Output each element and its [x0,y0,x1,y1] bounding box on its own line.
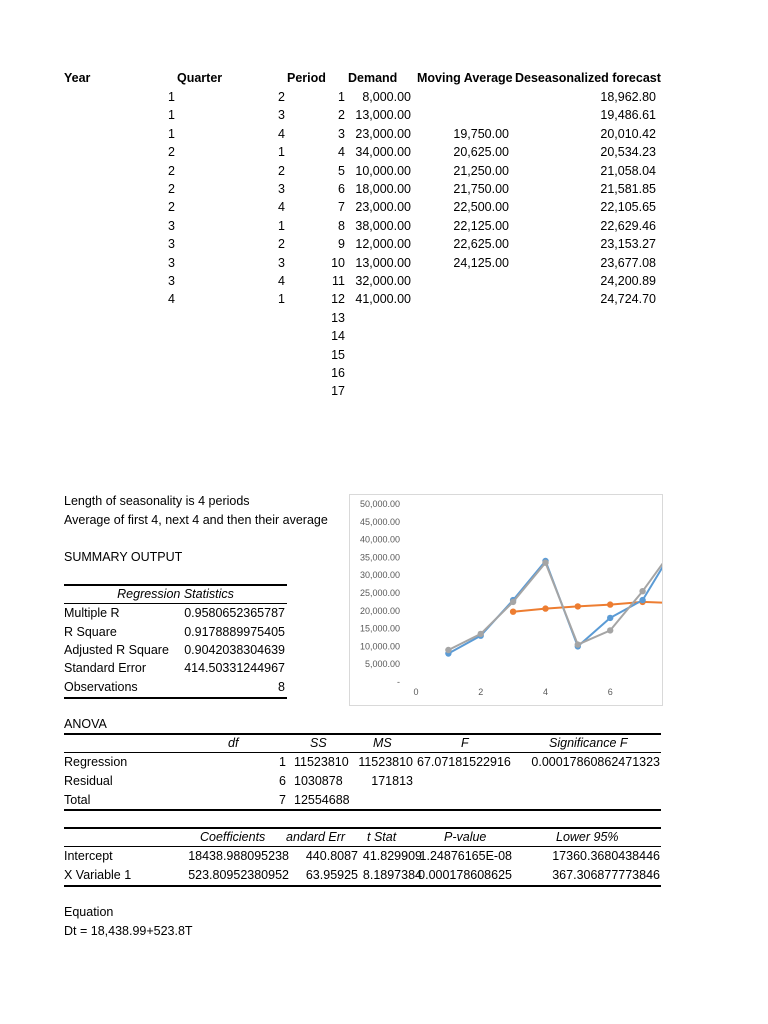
anova-ss: 11523810 [294,755,349,769]
cell-demand [340,364,411,382]
cell-year [140,346,175,364]
cell-period: 6 [338,182,345,196]
y-tick-label: 25,000.00 [359,588,400,598]
cell-quarter [250,327,285,345]
coef-header-coefficients: Coefficients [200,830,266,844]
stat-value: 414.50331244967 [184,661,285,675]
cell-quarter: 1 [278,218,285,233]
stat-label: Multiple R [64,606,120,620]
anova-row-label: Total [64,793,91,807]
anova-header-df: df [228,736,239,750]
cell-year [140,382,175,400]
anova-header-significance-f: Significance F [549,736,628,750]
cell-deseasonalized-forecast [540,346,656,364]
cell-moving-average [420,290,509,308]
cell-quarter: 1 [278,292,285,307]
cell-moving-average: 22,625.00 [453,237,509,252]
cell-deseasonalized-forecast [540,327,656,345]
anova-title: ANOVA [64,717,107,731]
cell-year: 2 [168,163,175,178]
regression-statistics-title: Regression Statistics [117,587,234,601]
cell-demand: 41,000.00 [355,292,411,307]
coef-header-standard-error: andard Err [286,830,346,844]
cell-quarter [250,346,285,364]
cell-moving-average [420,327,509,345]
cell-demand: 18,000.00 [355,182,411,196]
coef-header-lower-95: Lower 95% [556,830,619,844]
x-tick-label: 4 [542,687,548,697]
cell-year: 1 [168,90,175,104]
y-tick-label: 10,000.00 [359,641,400,652]
coef-p-value: 1.24876165E-08 [419,849,512,863]
header-period: Period [287,71,326,85]
cell-demand: 34,000.00 [355,145,411,160]
equation-label: Equation [64,905,114,919]
cell-moving-average: 22,125.00 [453,218,509,233]
series-point [575,603,581,609]
cell-quarter [250,309,285,327]
note-seasonality: Length of seasonality is 4 periods [64,494,250,508]
y-tick-label: 5,000.00 [364,659,400,670]
cell-period: 16 [331,366,345,380]
anova-header-ss: SS [310,736,327,750]
cell-year [140,364,175,382]
series-point [542,605,548,611]
series-point [607,627,613,633]
coef-row-label: Intercept [64,849,113,863]
coef-t-stat: 41.829909 [362,849,422,863]
cell-quarter [250,364,285,382]
cell-moving-average [420,106,509,124]
y-tick-label: - [397,677,400,687]
cell-quarter: 4 [278,274,285,288]
anova-significance-f: 0.00017860862471323 [531,755,660,769]
coef-standard-error: 63.95925 [305,868,358,882]
header-year: Year [64,71,91,85]
rule [64,584,287,586]
cell-deseasonalized-forecast [540,309,656,327]
series-point [575,641,581,647]
rule [64,697,287,699]
coef-value: 18438.988095238 [188,849,289,863]
cell-year: 1 [168,108,175,123]
cell-year: 2 [168,182,175,196]
cell-demand [340,327,411,345]
y-tick-label: 20,000.00 [359,605,400,616]
cell-year: 3 [168,218,175,233]
cell-quarter: 1 [278,145,285,160]
anova-df: 1 [279,755,286,769]
cell-period: 5 [338,163,345,178]
cell-moving-average [420,364,509,382]
coef-t-stat: 8.1897384 [362,868,422,882]
cell-moving-average [420,382,509,400]
x-tick-label: 2 [478,687,484,697]
coef-header-p-value: P-value [444,830,487,844]
cell-period: 15 [331,347,345,362]
cell-quarter [250,382,285,400]
series-point [607,601,613,607]
anova-f: 67.07181522916 [417,755,511,769]
y-tick-label: 40,000.00 [359,534,400,545]
cell-quarter: 4 [278,126,285,141]
anova-header-f: F [461,736,469,750]
cell-deseasonalized-forecast: 18,962.80 [600,90,656,104]
cell-moving-average: 19,750.00 [453,126,509,141]
stat-value: 0.9178889975405 [184,625,285,639]
cell-period: 8 [338,218,345,233]
coef-value: 523.80952380952 [188,868,289,882]
cell-year: 3 [168,255,175,270]
series-point [478,631,484,637]
header-deseasonalized-forecast: Deseasonalized forecast [515,71,661,85]
cell-quarter: 3 [278,182,285,196]
anova-significance-f [520,791,660,809]
series-point [510,599,516,605]
cell-deseasonalized-forecast: 22,629.46 [600,218,656,233]
cell-period: 2 [338,108,345,123]
rule [64,733,661,735]
stat-label: Observations [64,680,138,694]
cell-deseasonalized-forecast: 21,581.85 [600,182,656,196]
line-chart [349,494,663,706]
stat-value: 8 [278,680,285,694]
y-tick-label: 35,000.00 [359,552,400,563]
x-tick-label: 6 [607,687,613,697]
cell-period: 9 [338,237,345,252]
cell-period: 10 [331,255,345,270]
header-quarter: Quarter [177,71,223,85]
series-point [510,609,516,615]
stat-label: Adjusted R Square [64,643,169,657]
rule [64,827,661,829]
cell-year: 4 [168,292,175,307]
series-point [607,615,613,621]
anova-df: 6 [279,774,286,788]
stat-label: R Square [64,625,117,639]
cell-moving-average [420,309,509,327]
cell-period: 4 [338,145,345,160]
series-point [639,597,645,603]
anova-row-label: Regression [64,755,128,769]
series-point [445,647,451,653]
cell-period: 12 [331,292,345,307]
cell-year [140,309,175,327]
coef-p-value: 0.000178608625 [418,868,512,882]
summary-output-title: SUMMARY OUTPUT [64,550,183,564]
cell-demand: 10,000.00 [355,163,411,178]
cell-period: 3 [338,126,345,141]
cell-quarter: 2 [278,163,285,178]
anova-ms: 171813 [371,774,413,788]
cell-deseasonalized-forecast: 22,105.65 [600,200,656,215]
anova-ms [330,791,413,809]
cell-deseasonalized-forecast: 19,486.61 [600,108,656,123]
y-tick-label: 15,000.00 [359,623,400,634]
cell-quarter: 2 [278,237,285,252]
cell-demand [340,382,411,400]
y-tick-label: 30,000.00 [359,570,400,581]
y-tick-label: 45,000.00 [359,516,400,527]
cell-deseasonalized-forecast: 20,534.23 [600,145,656,160]
series-line [513,596,662,612]
cell-demand: 13,000.00 [355,108,411,123]
coef-standard-error: 440.8087 [305,849,358,863]
anova-ss: 12554688 [294,793,350,807]
cell-quarter: 4 [278,200,285,215]
coef-lower-95: 17360.3680438446 [552,849,660,863]
stat-value: 0.9042038304639 [184,643,285,657]
header-demand: Demand [348,71,398,85]
cell-period: 14 [331,329,345,344]
cell-demand: 23,000.00 [355,200,411,215]
cell-moving-average [420,272,509,290]
cell-year: 1 [168,126,175,141]
cell-quarter: 2 [278,90,285,104]
chart-svg [350,495,662,705]
cell-deseasonalized-forecast: 21,058.04 [600,163,656,178]
cell-deseasonalized-forecast: 24,724.70 [600,292,656,307]
cell-moving-average: 22,500.00 [453,200,509,215]
series-point [542,560,548,566]
cell-period: 17 [331,384,345,399]
cell-moving-average [420,346,509,364]
anova-significance-f [520,772,660,790]
cell-deseasonalized-forecast: 23,677.08 [600,255,656,270]
cell-period: 7 [338,200,345,215]
cell-deseasonalized-forecast [540,382,656,400]
header-moving-average: Moving Average [417,71,513,85]
cell-period: 1 [338,90,345,104]
cell-year: 3 [168,237,175,252]
cell-demand: 32,000.00 [355,274,411,288]
cell-demand: 8,000.00 [362,90,411,104]
stat-label: Standard Error [64,661,146,675]
coef-header-t-stat: t Stat [367,830,397,844]
cell-moving-average [420,88,509,106]
anova-df: 7 [279,793,286,807]
cell-deseasonalized-forecast [540,364,656,382]
cell-demand [340,346,411,364]
rule [64,809,661,811]
series-point [639,588,645,594]
cell-moving-average: 21,250.00 [453,163,509,178]
note-average: Average of first 4, next 4 and then their average [64,513,328,527]
cell-moving-average: 20,625.00 [453,145,509,160]
cell-demand: 23,000.00 [355,126,411,141]
anova-header-ms: MS [373,736,392,750]
cell-moving-average: 24,125.00 [453,255,509,270]
cell-quarter: 3 [278,255,285,270]
cell-demand [340,309,411,327]
cell-deseasonalized-forecast: 20,010.42 [600,126,656,141]
cell-moving-average: 21,750.00 [453,182,509,196]
anova-ms: 11523810 [358,755,413,769]
cell-demand: 13,000.00 [355,255,411,270]
cell-year: 3 [168,274,175,288]
cell-year: 2 [168,145,175,160]
cell-quarter: 3 [278,108,285,123]
cell-deseasonalized-forecast: 23,153.27 [600,237,656,252]
equation-formula: Dt = 18,438.99+523.8T [64,924,193,938]
coef-row-label: X Variable 1 [64,868,132,882]
cell-year: 2 [168,200,175,215]
cell-period: 13 [331,310,345,325]
cell-demand: 38,000.00 [355,218,411,233]
cell-period: 11 [332,274,345,288]
cell-deseasonalized-forecast: 24,200.89 [600,274,656,288]
stat-value: 0.9580652365787 [184,606,285,620]
cell-year [140,327,175,345]
rule [64,885,661,887]
x-tick-label: 0 [413,687,419,697]
cell-demand: 12,000.00 [355,237,411,252]
y-tick-label: 50,000.00 [359,499,400,509]
anova-ss: 1030878 [294,774,343,788]
anova-row-label: Residual [64,774,113,788]
coef-lower-95: 367.306877773846 [552,868,660,882]
